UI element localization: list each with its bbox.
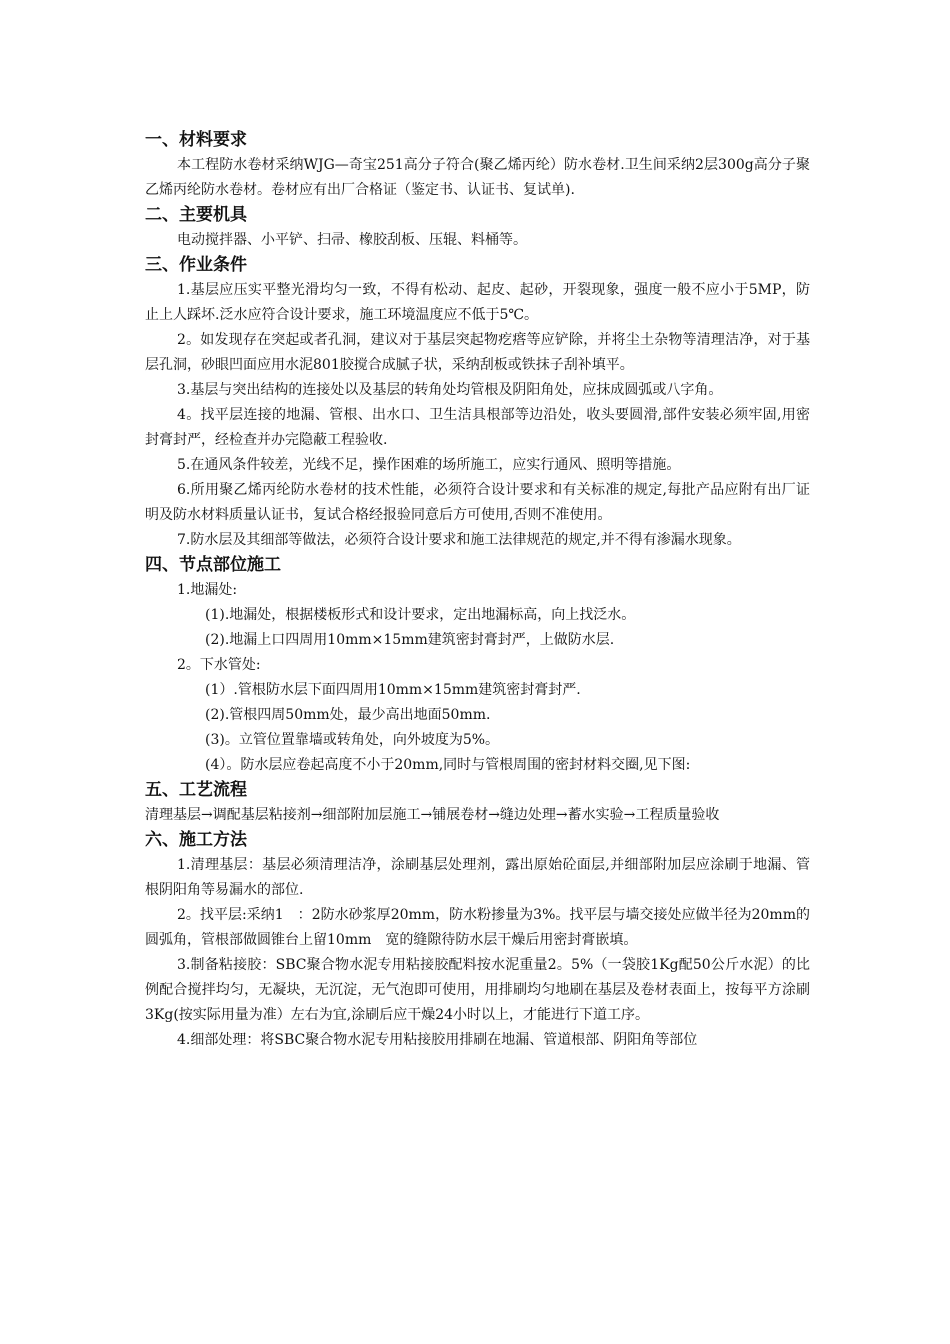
process-flow-text: 清理基层→调配基层粘接剂→细部附加层施工→铺展卷材→缝边处理→蓄水实验→工程质量验收 — [145, 807, 720, 823]
document-body — [145, 128, 810, 1053]
list-item: (1）.管根防水层下面四周用10mm×15mm建筑密封膏封严. — [205, 682, 581, 698]
section-heading-process-flow: 五、工艺流程 — [145, 780, 247, 800]
paragraph: 6.所用聚乙烯丙纶防水卷材的技术性能，必须符合设计要求和有关标准的规定,每批产品应附有出厂证明及防水材料质量认证书，复试合格经报验同意后方可使用,否则不准使用。 — [145, 482, 810, 523]
paragraph: 电动搅拌器、小平铲、扫帚、橡胶刮板、压辊、料桶等。 — [177, 232, 527, 248]
paragraph: 1.清理基层：基层必须清理洁净，涂刷基层处理剂，露出原始砼面层,并细部附加层应涂刷于地漏、管根阴阳角等易漏水的部位. — [145, 857, 810, 898]
list-item: (1).地漏处，根据楼板形式和设计要求，定出地漏标高，向上找泛水。 — [205, 607, 636, 623]
list-item: 1.地漏处: — [177, 582, 238, 598]
list-item: (2).地漏上口四周用10mm×15mm建筑密封膏封严，上做防水层. — [205, 632, 615, 648]
paragraph: 1.基层应压实平整光滑均匀一致，不得有松动、起皮、起砂，开裂现象，强度一般不应小于5MP，防止上人踩坏.泛水应符合设计要求，施工环境温度应不低于5℃。 — [145, 282, 810, 323]
paragraph: 2。找平层:采纳1 ：2防水砂浆厚20mm，防水粉掺量为3%。找平层与墙交接处应做半径为20mm的圆弧角，管根部做圆锥台上留10mm 宽的缝隙待防水层干燥后用密封膏嵌填。 — [145, 907, 810, 948]
paragraph: 本工程防水卷材采纳WJG—奇宝251高分子符合(聚乙烯丙纶）防水卷材.卫生间采纳2层300g高分子聚乙烯丙纶防水卷材。卷材应有出厂合格证（鉴定书、认证书、复试单). — [145, 157, 810, 198]
paragraph: 4。找平层连接的地漏、管根、出水口、卫生洁具根部等边沿处，收头要圆滑,部件安装必须牢固,用密封膏封严，经检查并办完隐蔽工程验收. — [145, 407, 810, 448]
section-heading-tools: 二、主要机具 — [145, 205, 247, 225]
paragraph: 7.防水层及其细部等做法，必须符合设计要求和施工法律规范的规定,并不得有渗漏水现象。 — [177, 532, 741, 548]
section-heading-conditions: 三、作业条件 — [145, 255, 247, 275]
paragraph: 5.在通风条件较差，光线不足，操作困难的场所施工，应实行通风、照明等措施。 — [177, 457, 681, 473]
list-item: (4）。防水层应卷起高度不小于20mm,同时与管根周围的密封材料交圈,见下图: — [205, 757, 691, 773]
section-heading-materials: 一、材料要求 — [145, 130, 247, 150]
paragraph: 2。如发现存在突起或者孔洞，建议对于基层突起物疙瘩等应铲除，并将尘土杂物等清理洁净，对于基层孔洞，砂眼凹面应用水泥801胶搅合成腻子状，采纳刮板或铁抹子刮补填平。 — [145, 332, 810, 373]
section-heading-construction-method: 六、施工方法 — [145, 830, 247, 850]
paragraph: 3.制备粘接胶：SBC聚合物水泥专用粘接胶配料按水泥重量2。5%（一袋胶1Kg配50公斤水泥）的比例配合搅拌均匀，无凝块，无沉淀，无气泡即可使用，用排刷均匀地刷在基层及卷材表面上，按每平方涂刷3Kg(按实际用量为准）左右为宜,涂刷后应干燥24小时以上，才能进行下道工序。 — [145, 957, 810, 1023]
section-heading-node-construction: 四、节点部位施工 — [145, 555, 281, 575]
list-item: 2。下水管处: — [177, 657, 261, 673]
paragraph: 3.基层与突出结构的连接处以及基层的转角处均管根及阴阳角处，应抹成圆弧或八字角。 — [177, 382, 723, 398]
list-item: (3)。立管位置靠墙或转角处，向外坡度为5%。 — [205, 732, 500, 748]
list-item: (2).管根四周50mm处，最少高出地面50mm. — [205, 707, 491, 723]
paragraph: 4.细部处理：将SBC聚合物水泥专用粘接胶用排刷在地漏、管道根部、阴阳角等部位 — [177, 1032, 698, 1048]
